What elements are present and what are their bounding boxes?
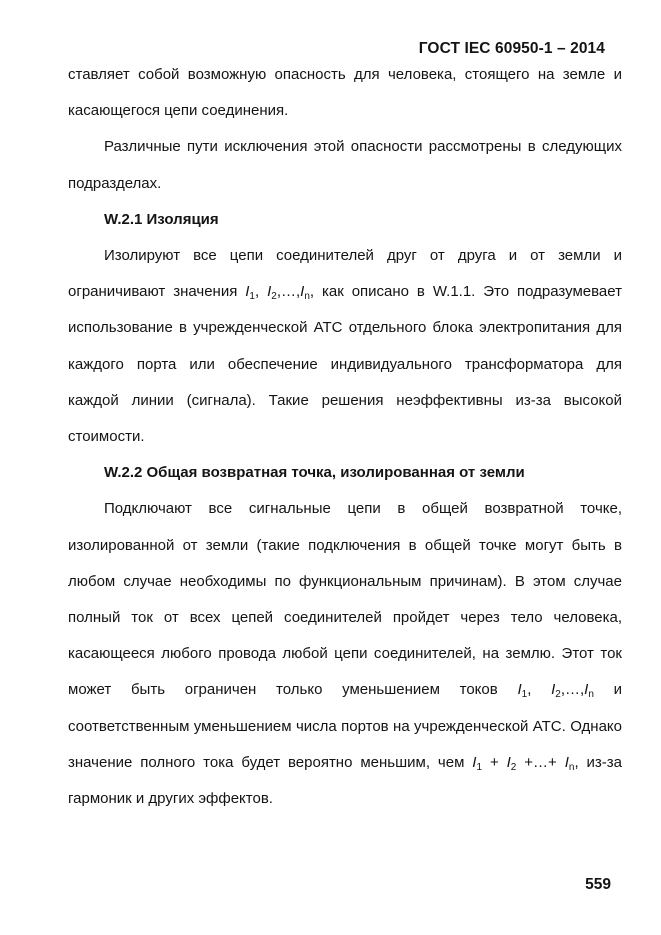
paragraph-isolation: Изолируют все цепи соединителей друг от друга и от земли и ограничивают значения $I_1$, $I_2,\dots,I_n$, как описано в W.1.1. Это подразумевает использование в учрежденческой АТС отдельного блока электропитания для каждого порта или обеспечение индивидуального трансформатора для каждой линии (сигнала). Такие решения неэффективны из-за высокой стоимости. xyxy=(68,247,622,446)
section-heading-w22: W.2.2 Общая возвратная точка, изолированная от земли xyxy=(104,464,525,482)
body-text xyxy=(68,57,622,817)
page-number: 559 xyxy=(585,876,611,893)
section-heading-w21: W.2.1 Изоляция xyxy=(104,210,219,228)
standard-header: ГОСТ IEC 60950-1 – 2014 xyxy=(418,40,605,57)
paragraph-continuation: ставляет собой возможную опасность для человека, стоящего на земле и касающегося цепи соединения. xyxy=(68,66,622,120)
paragraph-ways: Различные пути исключения этой опасности рассмотрены в следующих подразделах. xyxy=(68,138,622,192)
paragraph-common-return: Подключают все сигнальные цепи в общей возвратной точке, изолированной от земли (такие подключения в общей точке могут быть в любом случае необходимы по функциональным причинам). В этом случае полный ток от всех цепей соединителей пройдет через тело человека, касающееся любого провода любой цепи соединителей, на землю. Этот ток может быть ограничен только уменьшением токов $I_1$, $I_2,\dots,I_n$ и соответственным уменьшением числа портов на учрежденческой АТС. Однако значение полного тока будет вероятно меньшим, чем $I_1 + I_2$ +…+ $I_n$, из-за гармоник и других эффектов. xyxy=(68,500,623,808)
